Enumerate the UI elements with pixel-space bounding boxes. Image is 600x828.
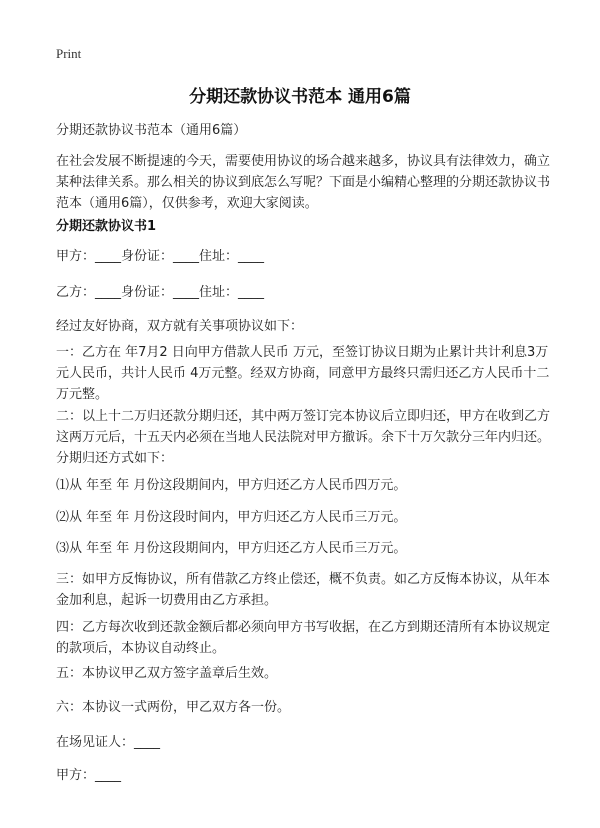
clause-3: 三：如甲方反悔协议，所有借款乙方终止偿还，概不负责。如乙方反悔本协议，从年本金加利息，起诉一切费用由乙方承担。 bbox=[56, 572, 551, 608]
witness-line: 在场见证人：____ bbox=[56, 735, 161, 750]
print-link[interactable]: Print bbox=[56, 46, 82, 61]
clause-2: 二：以上十二万归还款分期归还，其中两万签订完本协议后立即归还，甲方在收到乙方这两万元后，十五天内必须在当地人民法院对甲方撤诉。余下十万欠款分三年内归还。分期归还方式如下： bbox=[56, 409, 551, 466]
section-heading: 分期还款协议书1 bbox=[56, 219, 157, 234]
clause-1: 一：乙方在 年7月2 日向甲方借款人民币 万元，至签订协议日期为止累计共计利息3万元人民币，共计人民币 4万元整。经双方协商，同意甲方最终只需归还乙方人民币十二万元整。 bbox=[56, 345, 550, 402]
sign-party-a: 甲方：____ bbox=[56, 768, 122, 783]
clause-4: 四：乙方每次收到还款金额后都必须向甲方书写收据，在乙方到期还清所有本协议规定的款项后，本协议自动终止。 bbox=[56, 620, 551, 656]
clause-5: 五：本协议甲乙双方签字盖章后生效。 bbox=[56, 666, 278, 681]
document-title: 分期还款协议书范本 通用6篇 bbox=[189, 87, 411, 107]
party-a-line: 甲方：____身份证：____住址：____ bbox=[56, 249, 265, 264]
intro-paragraph: 在社会发展不断提速的今天，需要使用协议的场合越来越多，协议具有法律效力，确立某种法律关系。那么相关的协议到底怎么写呢？下面是小编精心整理的分期还款协议书范本（通用6篇），仅供参考，欢迎大家阅读。 bbox=[56, 154, 551, 211]
clause-6: 六：本协议一式两份，甲乙双方各一份。 bbox=[56, 700, 291, 715]
negotiation-line: 经过友好协商，双方就有关事项协议如下： bbox=[56, 319, 304, 334]
installment-1: ⑴从 年至 年 月份这段期间内，甲方归还乙方人民币四万元。 bbox=[56, 478, 407, 493]
document-subtitle: 分期还款协议书范本（通用6篇） bbox=[56, 123, 247, 138]
party-b-line: 乙方：____身份证：____住址：____ bbox=[56, 285, 265, 300]
installment-3: ⑶从 年至 年 月份这段期间内，甲方归还乙方人民币三万元。 bbox=[56, 541, 407, 556]
installment-2: ⑵从 年至 年 月份这段时间内，甲方归还乙方人民币三万元。 bbox=[56, 510, 407, 525]
